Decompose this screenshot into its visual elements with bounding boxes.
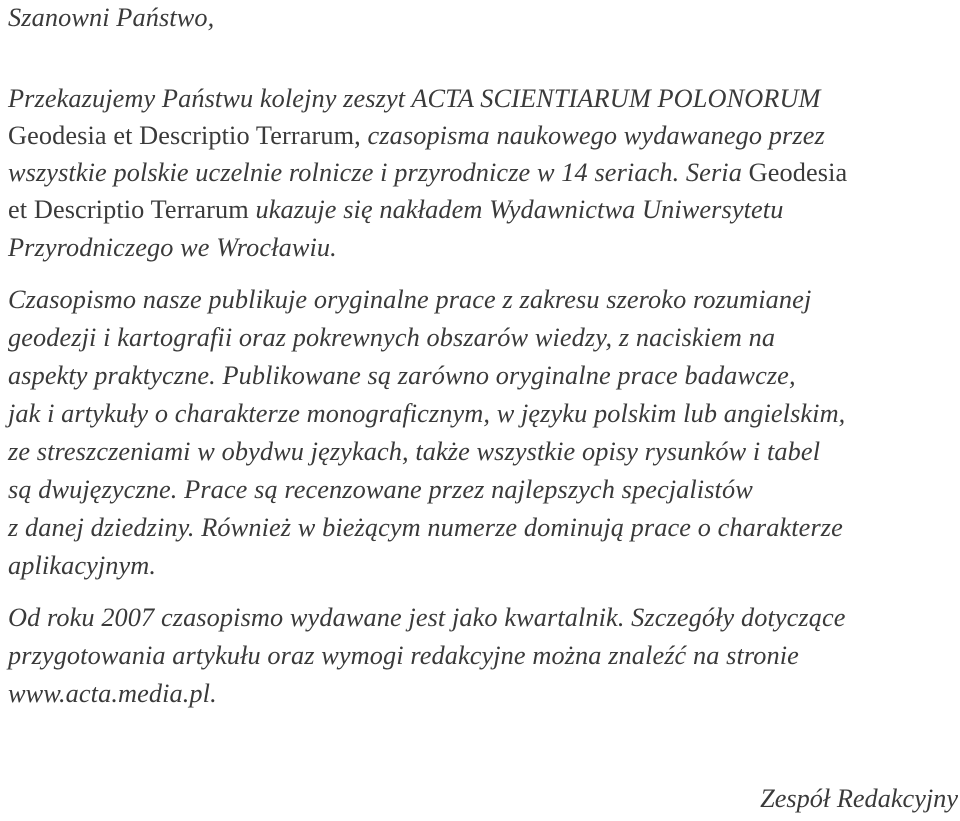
paragraph-1-line-2: [8, 121, 825, 151]
salutation: Szanowni Państwo,: [8, 3, 215, 32]
paragraph-2-line-1: Czasopismo nasze publikuje oryginalne prace z zakresu szeroko rozumianej: [8, 285, 812, 314]
paragraph-2-line-4: jak i artykuły o charakterze monograficznym, w języku polskim lub angielskim,: [8, 399, 846, 428]
paragraph-2-line-6: są dwujęzyczne. Prace są recenzowane przez najlepszych specjalistów: [8, 475, 753, 504]
paragraph-2-line-7: z danej dziedziny. Również w bieżącym numerze dominują prace o charakterze: [8, 513, 843, 542]
paragraph-2-line-5: ze streszczeniami w obydwu językach, także wszystkie opisy rysunków i tabel: [8, 437, 821, 466]
paragraph-1-line-4-text: ukazuje się nakładem Wydawnictwa Uniwersytetu: [248, 195, 784, 224]
paragraph-1-line-3-text: wszystkie polskie uczelnie rolnicze i przyrodnicze w 14 seriach. Seria: [8, 158, 749, 187]
website-url: www.acta.media.pl.: [8, 679, 217, 708]
paragraph-1-line-5: Przyrodniczego we Wrocławiu.: [8, 233, 337, 262]
paragraph-1-line-1: Przekazujemy Państwu kolejny zeszyt ACTA SCIENTIARUM POLONORUM: [8, 84, 821, 113]
paragraph-2-line-2: geodezji i kartografii oraz pokrewnych obszarów wiedzy, z naciskiem na: [8, 323, 776, 352]
paragraph-2-line-8: aplikacyjnym.: [8, 551, 157, 580]
journal-name-part: Geodesia: [748, 158, 848, 187]
paragraph-1-line-4: [8, 195, 783, 225]
paragraph-2-line-3: aspekty praktyczne. Publikowane są zarówno oryginalne prace badawcze,: [8, 361, 796, 390]
paragraph-3-line-1: Od roku 2007 czasopismo wydawane jest jako kwartalnik. Szczegóły dotyczące: [8, 603, 846, 632]
letter-page: [8, 0, 958, 821]
paragraph-3-line-2: przygotowania artykułu oraz wymogi redakcyjne można znaleźć na stronie: [8, 641, 799, 670]
journal-name-part: et Descriptio Terrarum: [8, 195, 249, 224]
paragraph-1-line-3: [8, 158, 847, 188]
signature: Zespół Redakcyjny: [760, 784, 958, 813]
paragraph-1-line-2-text: czasopisma naukowego wydawanego przez: [360, 121, 825, 150]
journal-name-part: Geodesia et Descriptio Terrarum,: [8, 121, 361, 150]
